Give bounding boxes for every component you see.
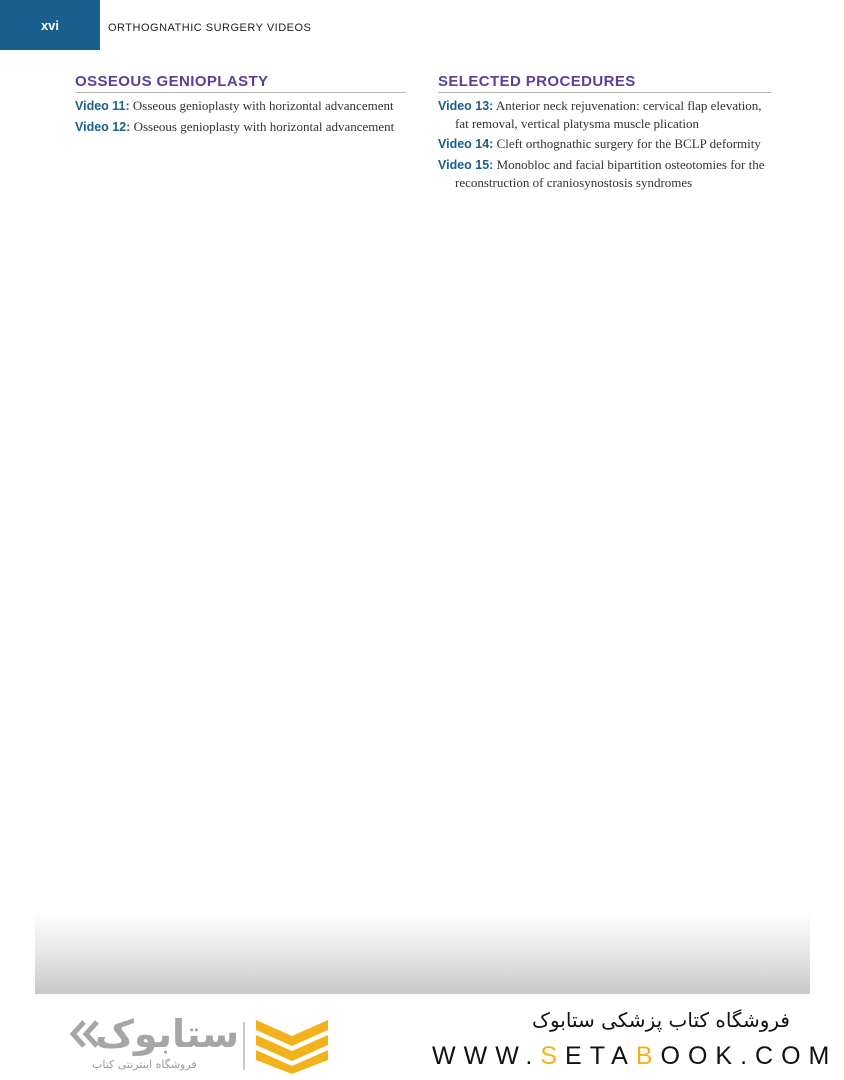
url-part-accent: S [540, 1042, 566, 1070]
url-part: OOK.COM [660, 1042, 838, 1070]
video-label: Video 15: [438, 158, 494, 172]
website-url[interactable] [432, 1042, 837, 1071]
video-entry[interactable] [438, 97, 771, 132]
video-title: Osseous genioplasty with horizontal advancement [132, 98, 394, 113]
brand-logo-subtext: فروشگاه اینترنتی کتاب [92, 1058, 197, 1071]
video-label: Video 14: [438, 137, 494, 151]
video-title: Anterior neck rejuvenation: cervical flap elevation, fat removal, vertical platysma muscle plication [455, 98, 762, 131]
video-title: Cleft orthognathic surgery for the BCLP deformity [496, 136, 761, 151]
video-label: Video 13: [438, 99, 494, 113]
url-part: WWW. [432, 1042, 541, 1070]
logo-divider [243, 1022, 245, 1070]
page-number-tab [0, 0, 100, 50]
shop-name: فروشگاه کتاب پزشکی ستابوک [532, 1008, 790, 1032]
url-part: ETA [565, 1042, 636, 1070]
section-selected-procedures [438, 73, 771, 194]
video-entry[interactable] [438, 156, 771, 191]
video-entry[interactable] [438, 135, 771, 153]
brand-chevron-logo-icon [254, 1020, 330, 1074]
video-label: Video 12: [75, 120, 131, 134]
section-osseous-genioplasty [75, 73, 406, 139]
section-heading: OSSEOUS GENIOPLASTY [75, 73, 406, 93]
video-entry[interactable] [75, 118, 406, 136]
video-entry[interactable] [75, 97, 406, 115]
video-title: Osseous genioplasty with horizontal advancement [133, 119, 395, 134]
page-number: xvi [40, 17, 60, 33]
running-title: ORTHOGNATHIC SURGERY VIDEOS [108, 22, 312, 34]
url-part-accent: B [635, 1042, 661, 1070]
video-label: Video 11: [75, 99, 130, 113]
video-title: Monobloc and facial bipartition osteotomies for the reconstruction of craniosynostosis syndromes [455, 157, 765, 190]
footer-shadow [35, 912, 810, 994]
brand-logo-text: ستابوک [95, 1012, 240, 1056]
section-heading: SELECTED PROCEDURES [438, 73, 771, 93]
